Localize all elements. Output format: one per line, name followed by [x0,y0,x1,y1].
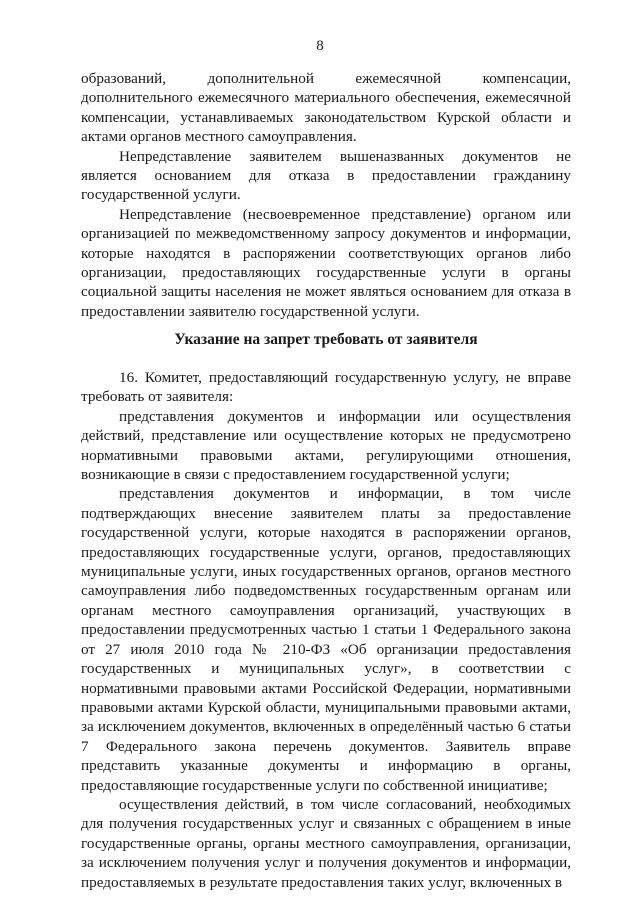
paragraph: образований, дополнительной ежемесячной компенсации, дополнительного ежемесячного материального обеспечения, ежемесячной компенсации, устанавливаемых законодательством Курской области и актами органов местного самоуправления. [81,70,571,146]
paragraph: осуществления действий, в том числе согласований, необходимых для получения государственных услуг и связанных с обращением в иные государственные органы, органы местного самоуправления, организации, за исключением получения услуг и получения документов и информации, предоставляемых в результате предоставления таких услуг, включенных в [81,795,571,891]
paragraph: Непредставление заявителем вышеназванных документов не является основанием для отказа в предоставлении гражданину государственной услуги. [81,147,571,204]
paragraph: Непредставление (несвоевременное представление) органом или организацией по межведомственному запросу документов и информации, которые находятся в распоряжении соответствующих органов либо организации, предоставляющих государственные услуги в органы социальной защиты населения не может являться основанием для отказа в предоставлении заявителю государственной услуги. [81,205,571,320]
paragraph: представления документов и информации или осуществления действий, представление или осуществление которых не предусмотрено нормативными правовыми актами, регулирующими отношения, возникающие в связи с предоставлением государственной услуги; [81,407,571,484]
paragraph: представления документов и информации, в том числе подтверждающих внесение заявителем платы за предоставление государственной услуги, которые находятся в распоряжении органов, предоставляющих государственные услуги, органов, предоставляющих муниципальные услуги, иных государственных органов, органов местного самоуправления либо подведомственных государственным органам или органам местного самоуправления организаций, участвующих в предоставлении предусмотренных частью 1 статьи 1 Федерального закона от 27 июля 2010 года № 210-ФЗ «Об организации предоставления государственных и муниципальных услуг», в соответствии с нормативными правовыми актами Российской Федерации, нормативными правовыми актами Курской области, муниципальными правовыми актами, за исключением документов, включенных в определённый частью 6 статьи 7 Федерального закона перечень документов. Заявитель вправе представить указанные документы и информацию в органы, предоставляющие государственные услуги по собственной инициативе; [81,485,571,794]
section-heading: Указание на запрет требовать от заявителя [174,331,478,348]
page-number: 8 [316,38,324,54]
paragraph: 16. Комитет, предоставляющий государственную услугу, не вправе требовать от заявителя: [81,369,571,406]
text-block-top [81,69,571,321]
text-block-bottom [81,368,571,892]
